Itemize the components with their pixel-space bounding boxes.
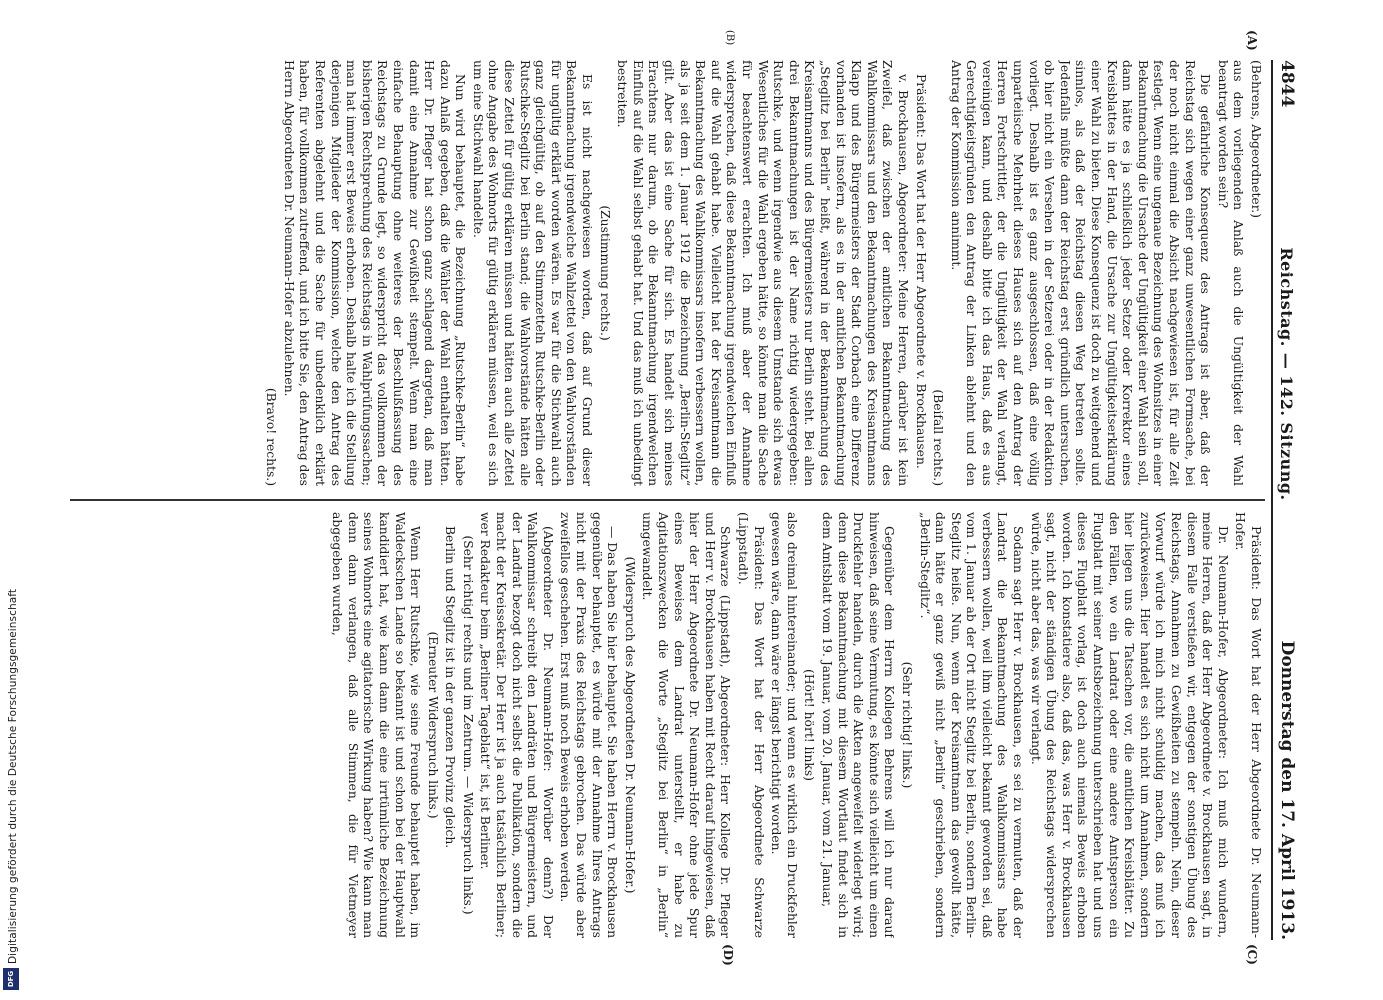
paragraph: (Beifall rechts.) (931, 389, 946, 486)
digitization-notice-text: Digitalisierung gefördert durch die Deutsche Forschungsgemeinschaft (7, 588, 19, 964)
paragraph: Berlin und Steglitz ist in der ganzen Provinz gleich. (443, 526, 458, 849)
paragraph: (Bravo! rechts.) (264, 387, 279, 486)
paragraph: (Abgeordneter Dr. Neumann-Hofer: Worüber denn?) Der Wahlkommissar schreibt den Landräten und Bürgermeistern, und der Landrat bezogt doch nicht selbst die Publikation, sondern die macht der Kreissekretär. Der Herr ist ja auch tatsächlich Berliner; wer Redakteur beim „Berliner Tageblatt“ ist, ist Berliner. (478, 512, 555, 938)
margin-marker-b: (B) (724, 30, 735, 46)
margin-marker-a: (A) (1245, 30, 1259, 51)
page-scan (60, 30, 1305, 966)
right-column (73, 512, 1263, 938)
page-header (1271, 60, 1305, 940)
paragraph: (Hört! hört! links) (802, 669, 817, 781)
column-divider (70, 499, 1265, 501)
paragraph: Sodann sagt Herr v. Brockhausen, es sei zu vermuten, daß der Landrat die Bekanntmachung des Wahlkommissars habe verbessern wollen, weil ihm vielleicht bekannt geworden sei, daß vom 1. Januar ab der Ort nicht Steglitz bei Berlin, sondern Berlin-Steglitz heiße. Nun, wenn der Kreisamtmann das gewollt hätte, dann hätte er ganz gewiß nicht „Berlin“ geschrieben, sondern „Berlin-Steglitz“. (917, 512, 1026, 938)
header-date: Donnerstag den 17. April 1913. (1277, 640, 1297, 940)
header-title: Reichstag. — 142. Sitzung. (1277, 247, 1296, 501)
paragraph: also dreimal hintereinander; und wenn es wirklich ein Druckfehler gewesen wäre, dann wäre er längst berichtigt worden. (769, 512, 799, 938)
paragraph: (Widerspruch des Abgeordneten Dr. Neumann-Hofer.) (622, 556, 637, 894)
margin-marker-c: (C) (1245, 944, 1259, 965)
margin-marker-d: (D) (721, 944, 735, 966)
paragraph: Wenn Herr Rutschke, wie seine Freunde behauptet haben, im Waldeckschen Lande so bekannt ist und schon bei der Hauptwahl kandidiert hat, wie kann dann die eine irrtümliche Bezeichnung seines Wohnorts eine agitatorische Wirkung haben? Wie kann man denn dann verlangen, daß alle Stimmen, die für Vietmeyer abgegeben wurden, (330, 512, 423, 938)
paragraph: Die gefährliche Konsequenz des Antrags ist aber, daß der Reichstag sich wegen einer ganz unwesentlichen Formsache, bei der noch nicht einmal die Absicht nachgewiesen ist, für alle Zeit festlegt. Wenn eine ungenaue Bezeichnung des Wohnsitzes in einer Bekanntmachung die Ursache der Ungültigkeit einer Wahl sein soll, dann hätte es ja schließlich jeder Setzer oder Korrektor eines Kreisblattes in der Hand, die Ursache zur Ungültigkeitserklärung einer Wahl zu bieten. Diese Konsequenz ist doch zu weitgehend und sinnlos, als daß der Reichstag diesen Weg betreten sollte. Jedenfalls müßte dann der Reichstag erst gründlich untersuchen, ob hier nicht ein Versehen in der Setzerei oder in der Redaktion vorliegt. Deshalb ist es ganz ausgeschlossen, daß eine völlig unparteiische Mehrheit dieses Hauses sich auf den Antrag der Herren Fortschrittler, der die Ungültigkeit der Wahl verlangt, vereinigen kann, und deshalb bitte ich das Haus, daß es aus Gerechtigkeitsgründen den Antrag der Linken ablehnt und den Antrag der Kommission annimmt. (948, 60, 1213, 486)
paragraph: (Behrens, Abgeordneter.) (1249, 60, 1263, 218)
paragraph: (Zustimmung rechts.) (597, 205, 612, 341)
paragraph: Präsident: Das Wort hat der Herr Abgeordnete v. Brockhausen. (913, 74, 928, 469)
document-page (60, 30, 1305, 966)
paragraph: v. Brockhausen, Abgeordneter: Meine Herren, darüber ist kein Zweifel, daß zwischen der amtlichen Bekanntmachung des Wahlkommissars und den Bekanntmachungen des Kreisamtmanns Klapp und des Bürgermeisters der Stadt Corbach eine Differenz vorhanden ist insofern, als es in der amtlichen Bekanntmachung „Steglitz bei Berlin“ heißt, während in der Bekanntmachung des Kreisamtmanns und des Bürgermeisters nur Berlin steht. Bei allen drei Bekanntmachungen ist der Name richtig wiedergegeben: Rutschke, und wenn irgendwie aus diesem Umstande sich etwas Wesentliches für die Wahl ergeben hätte, so könnte man die Sache für beachtenswert erachten. Ich muß aber der Annahme widersprechen, daß diese Bekanntmachung irgendwelchen Einfluß auf die Wahl gehabt habe. Vielleicht hat der Kreisamtmann die Bekanntmachung des Wahlkommissars insofern verbessern wollen, als ja seit dem 1. Januar 1912 die Bezeichnung „Berlin-Steglitz“ gilt. Aber das ist eine Sache für sich. Es handelt sich meines Erachtens nur darum, ob die Bekanntmachung irgendwelchen Einfluß auf die Wahl selbst gehabt hat. Und das muß ich unbedingt bestreiten. (615, 60, 910, 486)
paragraph: Nun wird behauptet, die Bezeichnung „Rutschke-Berlin“ habe dazu Anlaß gegeben, daß die Wähler der Wahl enthalten hätten. Herr Dr. Pfleger hat schon ganz schlagend dargetan, daß man damit eine Annahme zur Gewißheit stempelt. Wenn man eine einfache Behauptung ohne weiteres der Beschlußfassung des Reichstags zu Grunde legt, so widerspricht das vollkommen der bisherigen Rechtsprechung des Reichstags in Wahlprüfungssachen; man hat immer erst Beweis erhoben. Deshalb halte ich die Stellung derjenigen Mitglieder der Kommission, welche den Antrag des Referenten abgelehnt und die Sache für unbedenklich erklärt haben, für vollkommen zutreffend, und ich bitte Sie, den Antrag des Herrn Abgeordneten Dr. Neumann-Hofer abzulehnen. (281, 60, 468, 486)
dfg-logo-icon: DFG (3, 968, 19, 990)
paragraph: — Das haben Sie hier behauptet. Sie haben Herrn v. Brockhausen gegenüber behauptet, es würde mit der Annahme Ihres Antrags nicht mit der Praxis des Reichstags gebrochen. Das würde aber zweifellos geschehen. Erst muß noch Beweis erhoben werden. (558, 512, 620, 938)
left-column (73, 60, 1263, 486)
paragraph: (Erneuter Widerspruch links.) (425, 631, 440, 819)
paragraph: Dr. Neumann-Hofer, Abgeordneter: Ich muß mich wundern, meine Herren, daß der Herr Abgeordnete v. Brockhausen sagt, in diesem Falle verstießen wir, entgegen der sonstigen Übung des Reichstags, Annahmen zu Gewißheiten zu stempeln. Nein, dieser Vorwurf würde ich mich nicht schuldig machen, das muß ich zurückweisen. Hier handelt es sich nicht um Annahmen, sondern hier liegen uns die Tatsachen vor, die amtlichen Kreisblätter. Zu den Fällen, wo ein Landrat oder eine andere Amtsperson ein Flugblatt mit seiner Amtsbezeichnung unterschrieben hat und uns dieses Flugblatt vorlag, ist doch auch niemals Beweis erhoben worden. Ich konstatiere also, daß das, was Herr v. Brockhausen sagt, nicht der ständigen Übung des Reichstags widersprechen würde, nicht aber das, was wir verlangt. (1028, 512, 1230, 938)
digitization-notice (0, 0, 22, 1000)
paragraph: (Sehr richtig! rechts und im Zentrum. — Widerspruch links.) (460, 535, 475, 915)
paragraph: Schwarze (Lippstadt), Abgeordneter: Herr Kollege Dr. Pfleger und Herr v. Brockhausen haben mit Recht darauf hingewiesen, daß hier der Herr Abgeordnete Dr. Neumann-Hofer ohne jede Spur eines Beweises dem Landrat unterstellt, er habe zu Agitationszwecken die Worte „Steglitz bei Berlin“ in „Berlin“ umgewandelt. (640, 512, 733, 938)
paragraph: Präsident: Das Wort hat der Herr Abgeordnete Dr. Neumann-Hofer. (1233, 512, 1263, 938)
page-number: 4844 (1277, 60, 1297, 108)
paragraph: aus dem vorliegenden Anlaß auch die Ungültigkeit der Wahl beantragt worden sein? (1215, 60, 1246, 486)
paragraph: Präsident: Das Wort hat der Herr Abgeordnete Schwarze (Lippstadt). (736, 512, 766, 938)
paragraph: (Sehr richtig! links.) (899, 661, 914, 789)
paragraph: Es ist nicht nachgewiesen worden, daß auf Grund dieser Bekanntmachung irgendwelche Wahlzettel von den Wahlvorständen für ungültig erklärt worden wären. Es war für die Stichwahl auch ganz gleichgültig, ob auf den Stimmzetteln Rutschke-Berlin oder Rutschke-Steglitz bei Berlin stand; die Wahlvorstände hätten alle diese Zettel für gültig erklären müssen und hätten auch alle Zettel ohne Angabe des Wohnorts für gültig erklären müssen, weil es sich um eine Stichwahl handelte. (470, 60, 595, 486)
paragraph: Gegenüber dem Herrn Kollegen Behrens will ich nur darauf hinweisen, daß seine Vermutung, es könnte sich vielleicht um einen Druckfehler handeln, durch die Akten angeweifelt widerlegt wird; denn diese Bekanntmachung mit diesem Wortlaut findet sich in dem Amtsblatt vom 19. Januar, vom 20. Januar, vom 21. Januar, (819, 512, 897, 938)
